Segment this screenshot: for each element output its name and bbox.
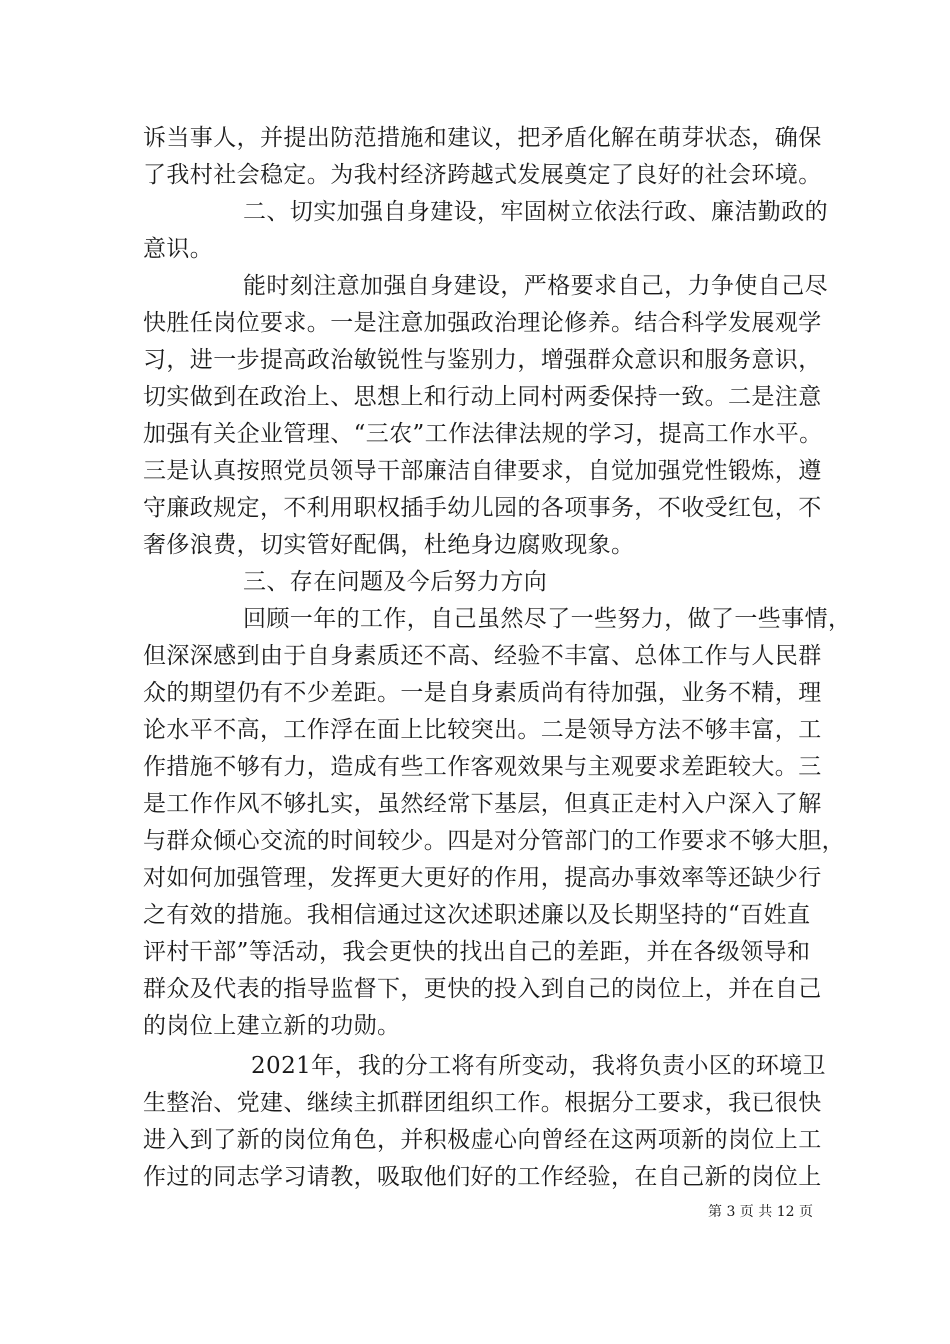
text-line: 习，进一步提高政治敏锐性与鉴别力，增强群众意识和服务意识，: [143, 347, 822, 373]
text-line: 守廉政规定，不利用职权插手幼儿园的各项事务，不收受红包，不: [143, 495, 822, 521]
text-line: 与群众倾心交流的时间较少。四是对分管部门的工作要求不够大胆，: [143, 828, 845, 854]
text-line: 作措施不够有力，造成有些工作客观效果与主观要求差距较大。三: [143, 754, 822, 780]
text-line: 三是认真按照党员领导干部廉洁自律要求，自觉加强党性锻炼，遵: [143, 458, 822, 484]
page-number: 第 3 页 共 12 页: [708, 1204, 813, 1220]
text-line: 加强有关企业管理、“三农”工作法律法规的学习，提高工作水平。: [143, 421, 823, 447]
text-line: 能时刻注意加强自身建设，严格要求自己，力争使自己尽: [243, 273, 828, 299]
text-line: 是工作作风不够扎实，虽然经常下基层，但真正走村入户深入了解: [143, 791, 822, 817]
text-line: 作过的同志学习请教，吸取他们好的工作经验，在自己新的岗位上: [143, 1164, 822, 1190]
text-line: 评村干部”等活动，我会更快的找出自己的差距，并在各级领导和: [143, 939, 811, 965]
text-line: 2021年，我的分工将有所变动，我将负责小区的环境卫: [251, 1053, 826, 1079]
text-line: 诉当事人，并提出防范措施和建议，把矛盾化解在萌芽状态，确保: [143, 125, 822, 151]
text-line: 的岗位上建立新的功勋。: [143, 1013, 401, 1039]
text-line: 但深深感到由于自身素质还不高、经验不丰富、总体工作与人民群: [143, 643, 822, 669]
section-heading: 三、存在问题及今后努力方向: [243, 569, 548, 595]
text-line: 对如何加强管理，发挥更大更好的作用，提高办事效率等还缺少行: [143, 865, 822, 891]
text-line: 众的期望仍有不少差距。一是自身素质尚有待加强，业务不精，理: [143, 680, 822, 706]
section-heading-continued: 意识。: [143, 236, 214, 262]
text-line: 回顾一年的工作，自己虽然尽了一些努力，做了一些事情，: [243, 606, 852, 632]
text-line: 论水平不高，工作浮在面上比较突出。二是领导方法不够丰富，工: [143, 717, 822, 743]
text-line: 进入到了新的岗位角色，并积极虚心向曾经在这两项新的岗位上工: [143, 1127, 822, 1153]
text-line: 切实做到在政治上、思想上和行动上同村两委保持一致。二是注意: [143, 384, 822, 410]
text-line: 之有效的措施。我相信通过这次述职述廉以及长期坚持的“百姓直: [143, 902, 811, 928]
text-line: 生整治、党建、继续主抓群团组织工作。根据分工要求，我已很快: [143, 1090, 822, 1116]
text-line: 群众及代表的指导监督下，更快的投入到自己的岗位上，并在自己: [143, 976, 822, 1002]
text-line: 奢侈浪费，切实管好配偶，杜绝身边腐败现象。: [143, 532, 635, 558]
text-line: 快胜任岗位要求。一是注意加强政治理论修养。结合科学发展观学: [143, 310, 822, 336]
text-line: 了我村社会稳定。为我村经济跨越式发展奠定了良好的社会环境。: [143, 162, 822, 188]
section-heading: 二、切实加强自身建设，牢固树立依法行政、廉洁勤政的: [243, 199, 828, 225]
